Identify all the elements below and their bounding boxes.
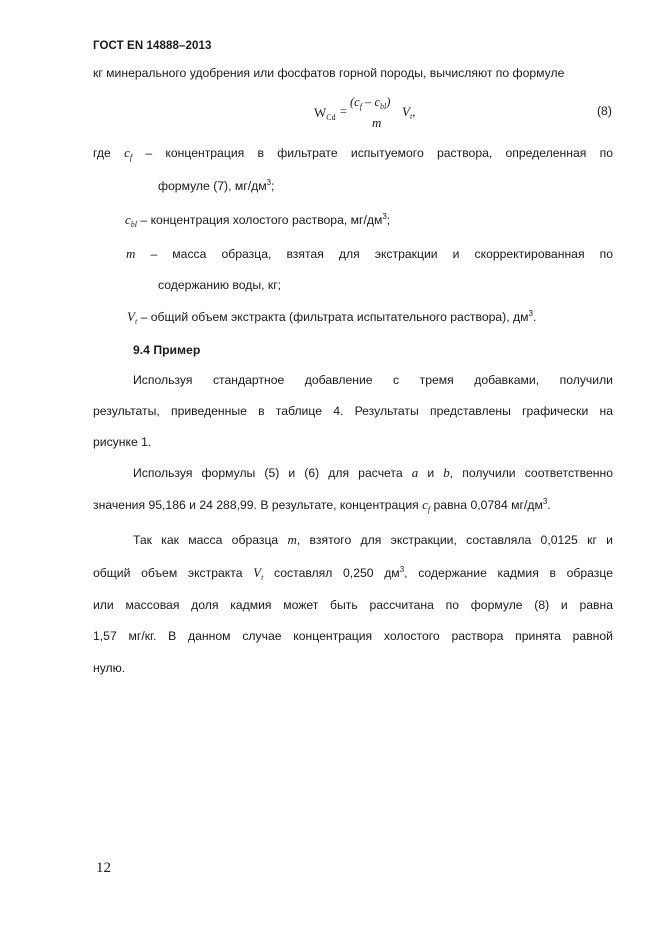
p3-line-1: Так как масса образца m, взятого для экстракции, составляла 0,0125 кг и (133, 532, 613, 547)
p1-line-2: результаты, приведенные в таблице 4. Результаты представлены графически на (93, 404, 613, 418)
formula-lhs: $W_{Cd}$ (314, 105, 336, 122)
formula-numerator: $(c_f - c_{bl})$ (350, 95, 391, 111)
where-cf-line: где $c_f$ – концентрация в фильтрате испытуемого раствора, определенная по (93, 145, 614, 162)
p3-line-3: или массовая доля кадмия может быть рассчитана по формуле (8) и равна (93, 598, 613, 612)
page-number: 12 (96, 860, 111, 876)
p3-line-5: нулю. (93, 661, 126, 675)
where-vt-line: $V_t$ – общий объем экстракта (фильтрата испытательного раствора), $дм^3$. (127, 309, 537, 326)
p1-line-1: Используя стандартное добавление с тремя добавками, получили (133, 373, 613, 387)
where-cf-continuation: формуле (7), $мг/дм^3$; (158, 178, 275, 193)
formula-denominator: m (372, 115, 382, 130)
where-m-line: m – масса образца, взятая для экстракции и скорректированная по (126, 246, 613, 261)
formula-8 (314, 95, 424, 135)
section-heading: 9.4 Пример (133, 343, 201, 357)
formula-equals: = (340, 104, 347, 118)
p2-line-1: Используя формулы (5) и (6) для расчета a и b, получили соответственно (133, 465, 613, 480)
p1-line-3: рисунке 1. (93, 435, 152, 449)
formula-rhs: $V_t$, (402, 104, 416, 121)
intro-line: кг минерального удобрения или фосфатов горной породы, вычисляют по формуле (93, 66, 565, 80)
document-code: ГОСТ EN 14888–2013 (93, 40, 212, 52)
p2-line-2: значения 95,186 и 24 288,99. В результате, концентрация $c_f$ равна 0,0784 $мг/дм^3$. (93, 497, 551, 514)
where-cbl-line: $c_{bl}$ – концентрация холостого раствора, $мг/дм^3$; (125, 212, 391, 229)
formula-number: (8) (597, 104, 612, 118)
p3-line-2: общий объем экстракта $V_t$ составлял 0,250 $дм^3$, содержание кадмия в образце (93, 565, 613, 582)
where-m-continuation: содержанию воды, кг; (158, 278, 282, 292)
p3-line-4: 1,57 мг/кг. В данном случае концентрация холостого раствора принята равной (93, 629, 613, 643)
